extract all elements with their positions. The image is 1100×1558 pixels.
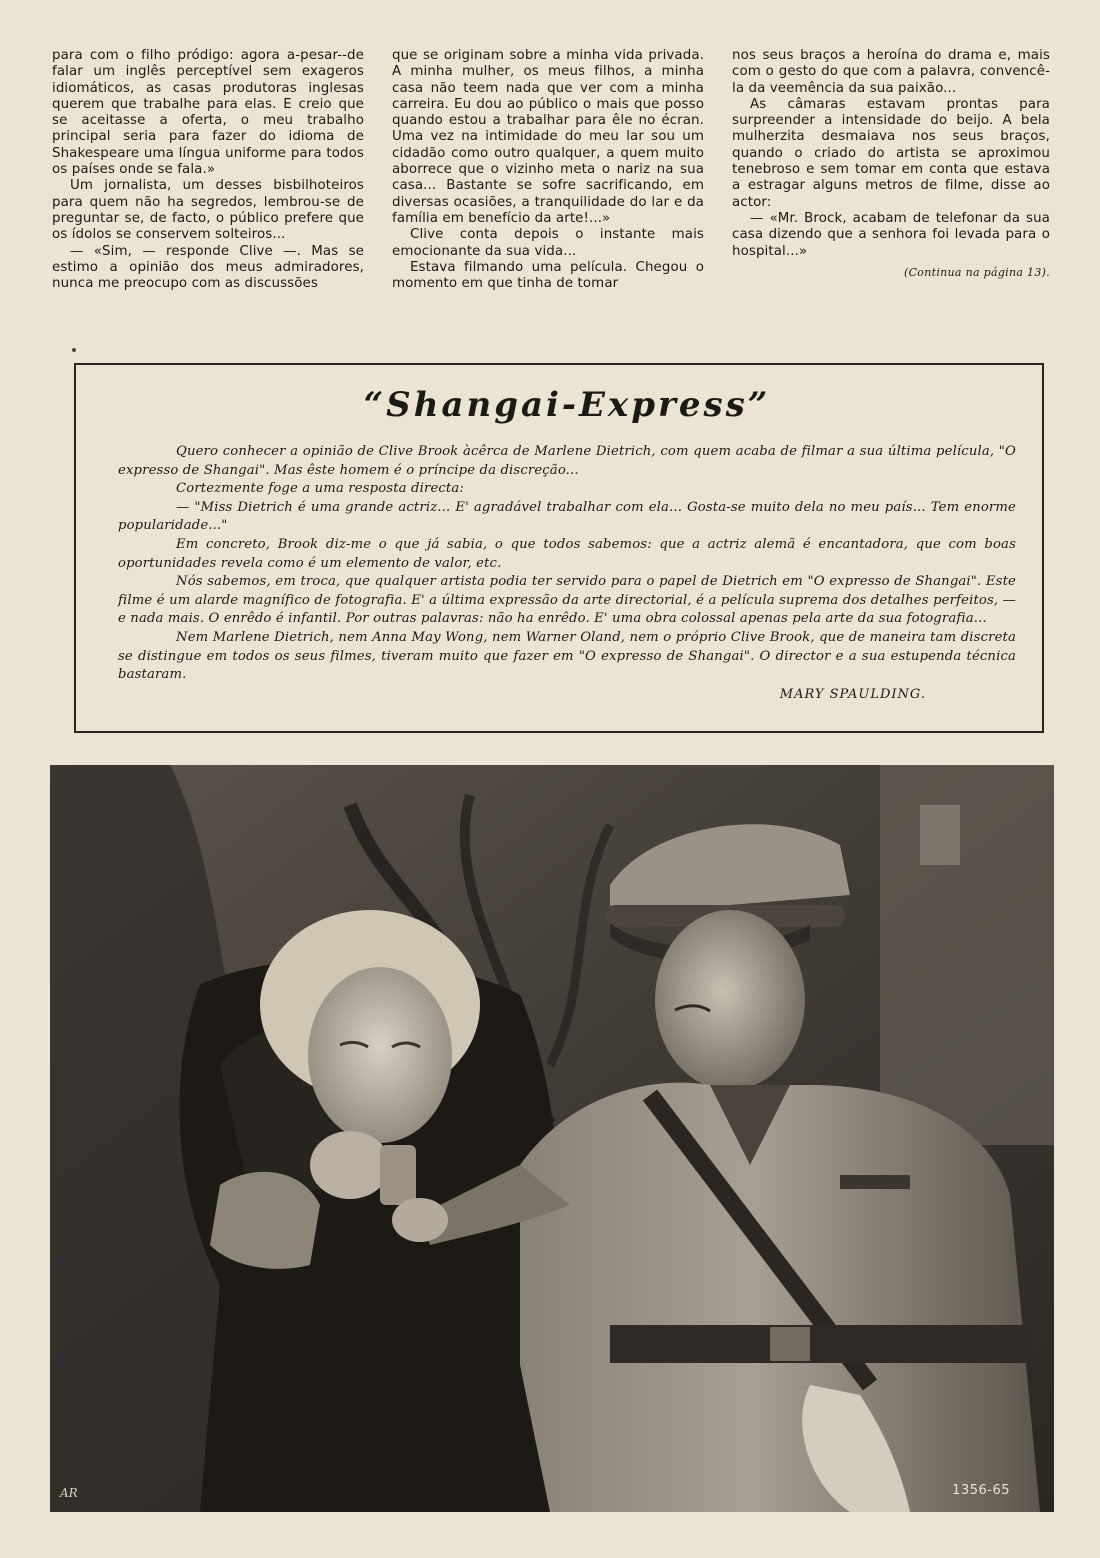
film-still-photo [50, 765, 1054, 1512]
print-dot [72, 348, 76, 352]
photo-monogram: AR [60, 1486, 78, 1500]
sidebar-paragraph: Nós sabemos, em troca, que qualquer artista podia ter servido para o papel de Dietrich em "O expresso de Shangai". Este filme é um alarde magnífico de fotografia. E' a última expressão da arte directorial, é a película suprema dos detalhes perfeitos, — e nada mais. O enrêdo é infantil. Por outras palavras: não ha enrêdo. E' uma obra colossal apenas pela arte da sua fotografia... [118, 574, 1016, 627]
sidebar-paragraph: Cortezmente foge a uma resposta directa: [176, 481, 464, 497]
article-column-3 [732, 48, 1050, 344]
shangai-express-sidebar [74, 363, 1044, 733]
film-still-illustration [50, 765, 1054, 1512]
article-paragraph: — «Sim, — responde Clive —. Mas se estimo a opinião dos meus admiradores, nunca me preocupo com as discussões [52, 243, 364, 292]
continuation-note: (Continua na página 13). [904, 265, 1050, 279]
article-column-1 [52, 48, 364, 344]
sidebar-paragraph: Em concreto, Brook diz-me o que já sabia, o que todos sabemos: que a actriz alemã é encantadora, que com boas oportunidades revela como é um elemento de valor, etc. [118, 536, 1016, 571]
sidebar-paragraph: Quero conhecer a opinião de Clive Brook àcêrca de Marlene Dietrich, com quem acaba de filmar a sua última película, "O expresso de Shangai". Mas êste homem é o príncipe da discreção... [118, 444, 1016, 478]
article-column-2 [392, 48, 704, 344]
article-paragraph: Estava filmando uma película. Chegou o momento em que tinha de tomar [392, 259, 704, 292]
photo-code: 1356-65 [952, 1483, 1010, 1498]
sidebar-paragraph: — "Miss Dietrich é uma grande actriz... E' agradável trabalhar com ela... Gosta-se muito dela no meu país... Tem enorme popularidade..." [118, 499, 1016, 534]
sidebar-author: MARY SPAULDING. [779, 686, 926, 702]
article-paragraph: nos seus braços a heroína do drama e, mais com o gesto do que com a palavra, convencê-la da veemência da sua paixão... [732, 48, 1050, 96]
article-paragraph: que se originam sobre a minha vida privada. A minha mulher, os meus filhos, a minha casa não teem nada que ver com a minha carreira. Eu dou ao público o mais que posso quando estou a trabalhar para êle no écran. Uma vez na intimidade do meu lar sou um cidadão como outro qualquer, a quem muito aborrece que o vizinho meta o nariz na sua casa... Bastante se sofre sacrificando, em diversas ocasiões, a tranquilidade do lar e da família em benefício da arte!...» [392, 48, 704, 226]
article-paragraph: para com o filho pródigo: agora a-pesar--de falar um inglês perceptível sem exageros idiomáticos, as casas produtoras inglesas querem que trabalhe para elas. E creio que se aceitasse a oferta, o meu trabalho principal seria para fazer do idioma de Shakespeare uma língua uniforme para todos os países onde se fala.» [52, 48, 364, 178]
article-paragraph: As câmaras estavam prontas para surpreender a intensidade do beijo. A bela mulherzita desmaiava nos seus braços, quando o criado do artista se aproximou tenebroso e sem tomar em conta que estava a estragar alguns metros de filme, disse ao actor: [732, 96, 1050, 210]
article-paragraph: Um jornalista, um desses bisbilhoteiros para quem não ha segredos, lembrou-se de preguntar se, de facto, o público prefere que os ídolos se conservem solteiros... [52, 178, 364, 243]
article-paragraph: — «Mr. Brock, acabam de telefonar da sua casa dizendo que a senhora foi levada para o hospital...» [732, 210, 1050, 259]
sidebar-title: “Shangai-Express” [363, 385, 771, 425]
article-paragraph: Clive conta depois o instante mais emocionante da sua vida... [392, 227, 704, 259]
article-columns [52, 48, 1050, 344]
sidebar-paragraph: Nem Marlene Dietrich, nem Anna May Wong, nem Warner Oland, nem o próprio Clive Brook, que de maneira tam discreta se distingue em todos os seus filmes, tiveram muito que fazer em "O expresso de Shangai". O director e a sua estupenda técnica bastaram. [118, 629, 1016, 683]
